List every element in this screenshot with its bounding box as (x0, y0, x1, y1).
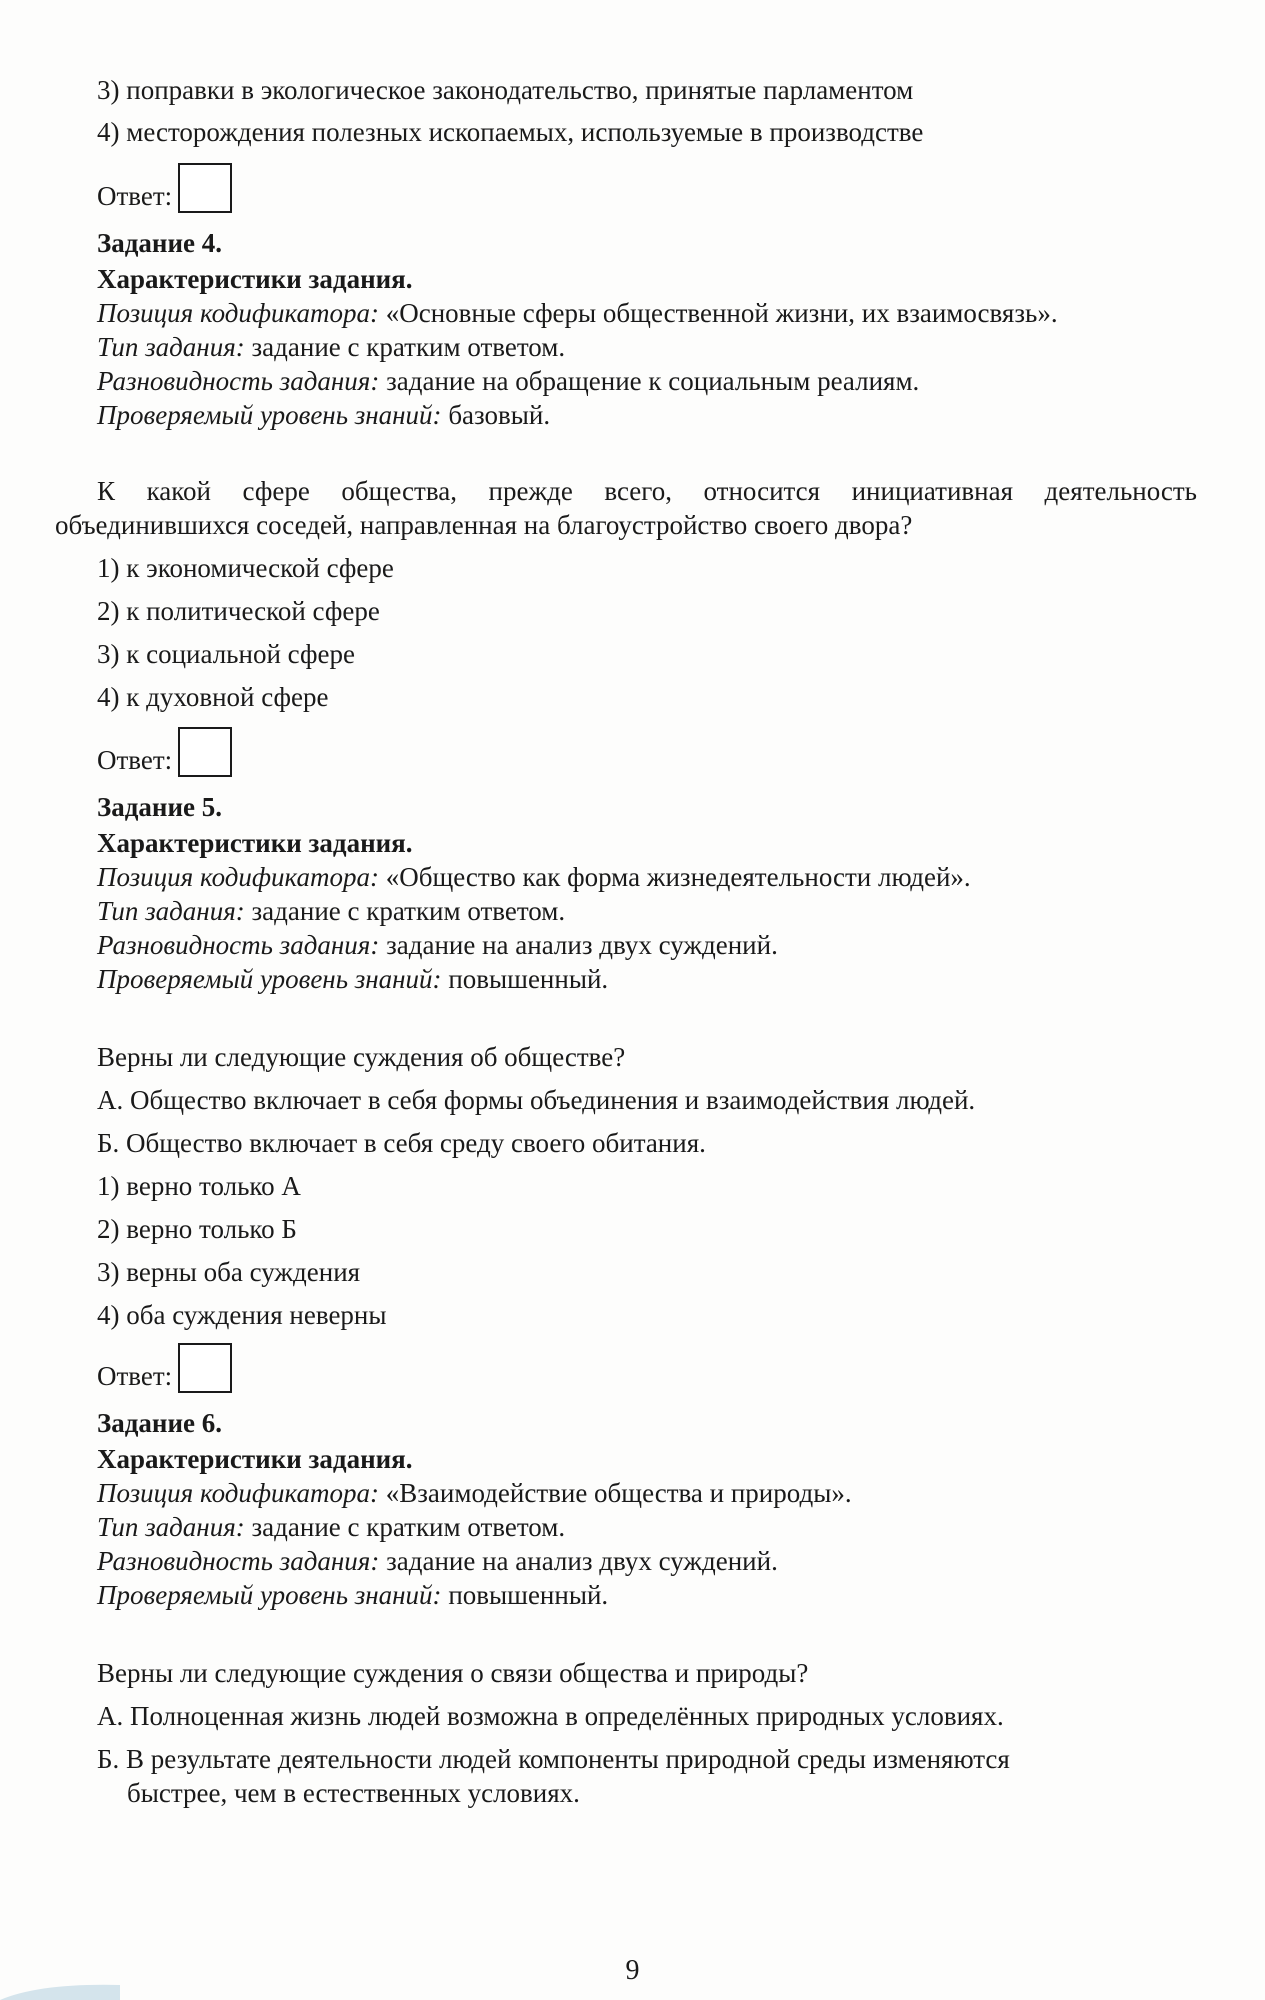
task4-option-2: 2) к политической сфере (97, 596, 380, 626)
task5-judgement-a: А. Общество включает в себя формы объединения и взаимодействия людей. (97, 1085, 976, 1115)
task6-judgement-b-line1: Б. В результате деятельности людей компоненты природной среды изменяются (97, 1744, 1010, 1774)
task4-answer (97, 727, 232, 777)
prev-option-4: 4) месторождения полезных ископаемых, используемые в производстве (97, 117, 924, 147)
task5-answer (97, 1343, 232, 1393)
task5-judgement-b: Б. Общество включает в себя среду своего обитания. (97, 1128, 706, 1158)
task6-level: Проверяемый уровень знаний: повышенный. (97, 1580, 609, 1610)
task5-characteristics: Характеристики задания. (97, 828, 413, 858)
task6-judgement-b-line2: быстрее, чем в естественных условиях. (127, 1778, 580, 1808)
task4-option-1: 1) к экономической сфере (97, 553, 394, 583)
task5-option-4: 4) оба суждения неверны (97, 1300, 387, 1330)
task4-position: Позиция кодификатора: «Основные сферы общественной жизни, их взаимосвязь». (97, 298, 1058, 328)
answer-box[interactable] (178, 1343, 232, 1393)
task6-variety: Разновидность задания: задание на анализ двух суждений. (97, 1546, 778, 1576)
task4-question-line2: объединившихся соседей, направленная на благоустройство своего двора? (55, 510, 913, 540)
answer-label: Ответ: (97, 1361, 173, 1391)
task4-option-3: 3) к социальной сфере (97, 639, 355, 669)
task5-variety: Разновидность задания: задание на анализ двух суждений. (97, 930, 778, 960)
answer-box[interactable] (178, 163, 232, 213)
answer-box[interactable] (178, 727, 232, 777)
task5-level: Проверяемый уровень знаний: повышенный. (97, 964, 609, 994)
task4-type: Тип задания: задание с кратким ответом. (97, 332, 566, 362)
task6-title: Задание 6. (97, 1408, 223, 1438)
task4-variety: Разновидность задания: задание на обращение к социальным реалиям. (97, 366, 920, 396)
task4-level: Проверяемый уровень знаний: базовый. (97, 400, 551, 430)
task6-judgement-a: А. Полноценная жизнь людей возможна в определённых природных условиях. (97, 1701, 1004, 1731)
task6-position: Позиция кодификатора: «Взаимодействие общества и природы». (97, 1478, 852, 1508)
task6-type: Тип задания: задание с кратким ответом. (97, 1512, 566, 1542)
task5-position: Позиция кодификатора: «Общество как форма жизнедеятельности людей». (97, 862, 971, 892)
page-number: 9 (625, 1955, 640, 1986)
task5-option-3: 3) верны оба суждения (97, 1257, 361, 1287)
task5-option-1: 1) верно только А (97, 1171, 301, 1201)
decorative-swoosh (0, 1975, 120, 2000)
task4-title: Задание 4. (97, 228, 223, 258)
answer-label: Ответ: (97, 745, 173, 775)
task6-characteristics: Характеристики задания. (97, 1444, 413, 1474)
task4-question-line1: К какой сфере общества, прежде всего, относится инициативная деятельность (97, 476, 1197, 506)
task4-characteristics: Характеристики задания. (97, 264, 413, 294)
task5-type: Тип задания: задание с кратким ответом. (97, 896, 566, 926)
task4-option-4: 4) к духовной сфере (97, 682, 329, 712)
answer-label: Ответ: (97, 181, 173, 211)
prev-answer (97, 163, 232, 213)
task5-option-2: 2) верно только Б (97, 1214, 297, 1244)
task6-question: Верны ли следующие суждения о связи общества и природы? (97, 1658, 809, 1688)
task5-question: Верны ли следующие суждения об обществе? (97, 1042, 626, 1072)
task5-title: Задание 5. (97, 792, 223, 822)
prev-option-3: 3) поправки в экологическое законодательство, принятые парламентом (97, 75, 914, 105)
